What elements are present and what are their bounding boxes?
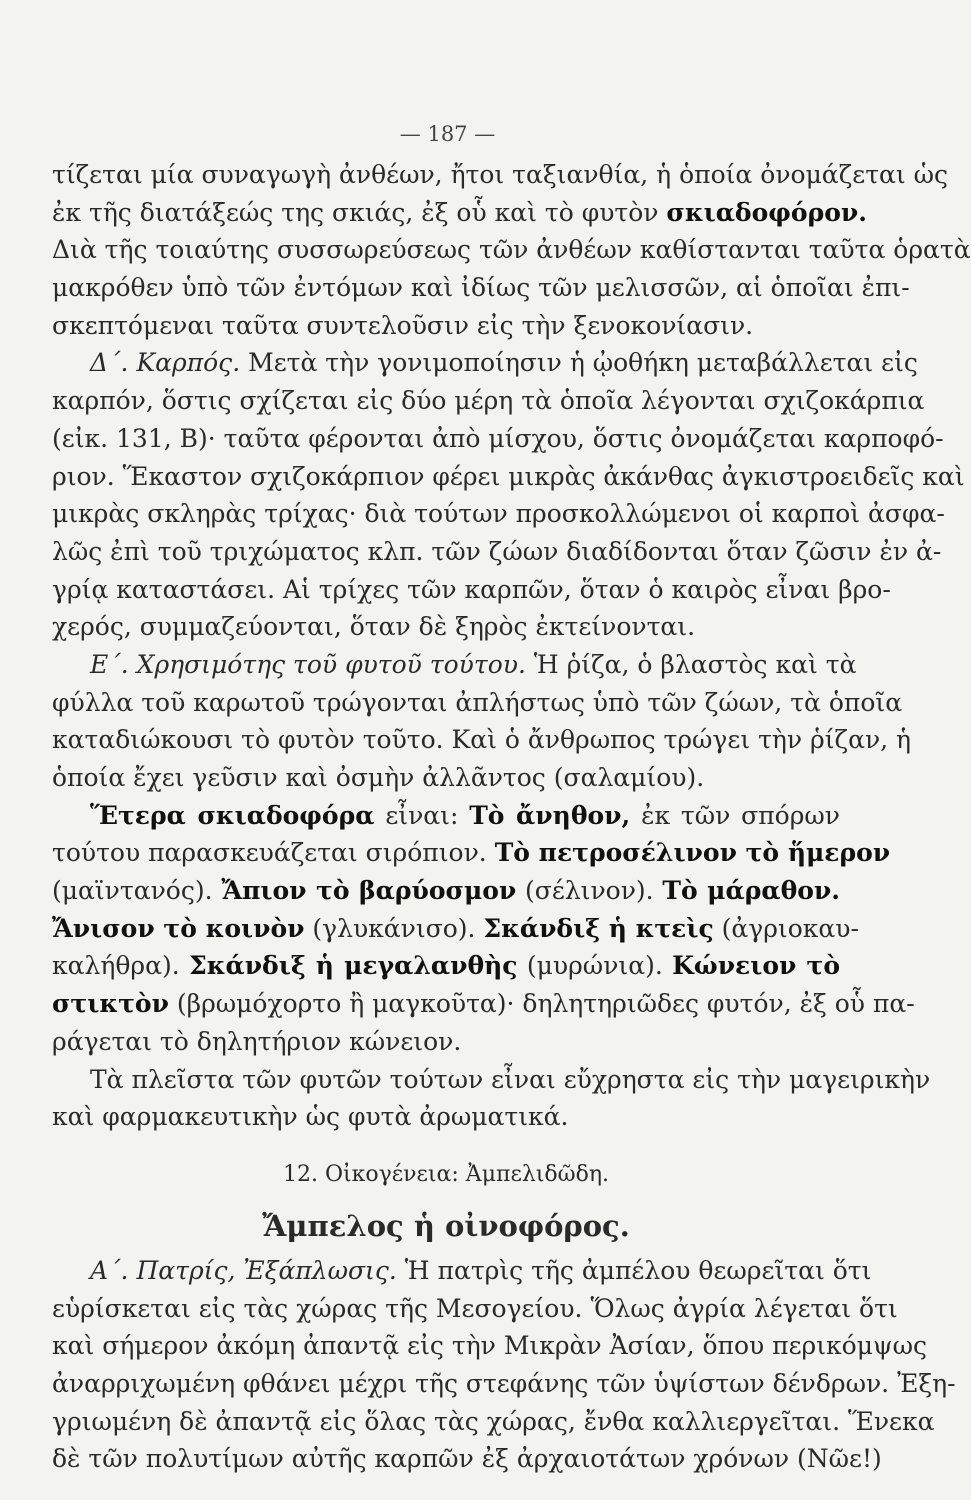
section-chrisimotis: Ε΄. Χρησιμότης τοῦ φυτοῦ τούτου. xyxy=(90,649,526,679)
text-line: χερός, συμμαζεύονται, ὅταν δὲ ξηρὸς ἐκτείνονται. xyxy=(52,612,696,642)
text-line: λῶς ἐπὶ τοῦ τριχώματος κλπ. τῶν ζώων διαδίδονται ὅταν ζῶσιν ἐν ἀ- xyxy=(52,536,942,566)
text-line: Διὰ τῆς τοιαύτης συσσωρεύσεως τῶν ἀνθέων καθίστανται ταῦτα ὁρατὰ xyxy=(52,235,971,265)
term-stikton: στικτὸν xyxy=(52,989,169,1019)
text-line: τούτου παρασκευάζεται σιρόπιον. Τὸ πετροσέλινον τὸ ἥμερον xyxy=(52,838,891,868)
text-line: ράγεται τὸ δηλητήριον κώνειον. xyxy=(52,1026,462,1056)
text-line: (εἰκ. 131, Β)· ταῦτα φέρονται ἀπὸ μίσχου, ὅστις ὀνομάζεται καρποφό- xyxy=(52,423,944,453)
text-line: στικτὸν (βρωμόχορτο ἢ μαγκοῦτα)· δηλητηριῶδες φυτόν, ἐξ οὗ πα- xyxy=(52,989,915,1019)
text-line: καρπόν, ὅστις σχίζεται εἰς δύο μέρη τὰ ὁποῖα λέγονται σχιζοκάρπια xyxy=(52,386,925,416)
text-line: σκεπτόμεναι ταῦτα συντελοῦσιν εἰς τὴν ξενοκονίασιν. xyxy=(52,310,754,340)
text-line: Τὰ πλεῖστα τῶν φυτῶν τούτων εἶναι εὔχρηστα εἰς τὴν μαγειρικὴν xyxy=(90,1064,931,1094)
text-line: τίζεται μία συναγωγὴ ἀνθέων, ἤτοι ταξιανθία, ἡ ὁποία ὀνομάζεται ὡς xyxy=(52,160,949,189)
page-number: — 187 — xyxy=(399,122,496,146)
text-line: μακρόθεν ὑπὸ τῶν ἐντόμων καὶ ἰδίως τῶν μελισσῶν, αἱ ὁποῖαι ἐπι- xyxy=(52,273,910,303)
text-line: ὁποία ἔχει γεῦσιν καὶ ὀσμὴν ἀλλᾶντος (σαλαμίου). xyxy=(52,763,705,792)
term-petroselinon: Τὸ πετροσέλινον τὸ ἥμερον xyxy=(494,838,891,868)
text-line: Α΄. Πατρίς, Ἐξάπλωσις. Ἡ πατρὶς τῆς ἀμπέλου θεωρεῖται ὅτι xyxy=(90,1255,872,1285)
text-line: Δ΄. Καρπός. Μετὰ τὴν γονιμοποίησιν ἡ ᾠοθήκη μεταβάλλεται εἰς xyxy=(90,348,918,378)
text-line: Ε΄. Χρησιμότης τοῦ φυτοῦ τούτου. Ἡ ῥίζα, ὁ βλαστὸς καὶ τὰ xyxy=(90,649,857,679)
text-line: εὑρίσκεται εἰς τὰς χώρας τῆς Μεσογείου. Ὅλως ἀγρία λέγεται ὅτι xyxy=(52,1293,898,1323)
term-anithon: Τὸ ἄνηθον, xyxy=(469,800,631,830)
term-skandix-kteis: Σκάνδιξ ἡ κτεὶς xyxy=(483,913,714,943)
text-line: δὲ τῶν πολυτίμων αὐτῆς καρπῶν ἐξ ἀρχαιοτάτων χρόνων (Νῶε!) xyxy=(52,1444,882,1474)
text-line: γριωμένη δὲ ἀπαντᾷ εἰς ὅλας τὰς χώρας, ἔνθα καλλιεργεῖται. Ἕνεκα xyxy=(52,1406,935,1436)
text-line: καταδιώκουσι τὸ φυτὸν τοῦτο. Καὶ ὁ ἄνθρωπος τρώγει τὴν ῥίζαν, ἡ xyxy=(52,725,912,755)
species-title: Ἄμπελος ἡ οἰνοφόρος. xyxy=(262,1208,630,1243)
term-koneion: Κώνειον τὸ xyxy=(672,951,840,981)
text-line: Ἕτερα σκιαδοφόρα εἶναι: Τὸ ἄνηθον, ἐκ τῶν σπόρων xyxy=(90,800,840,830)
term-skandix-megalanthis: Σκάνδιξ ἡ μεγαλανθὴς xyxy=(189,951,518,981)
text-line: ἐκ τῆς διατάξεώς της σκιάς, ἐξ οὗ καὶ τὸ φυτὸν σκιαδοφόρον. xyxy=(52,197,867,227)
text-line: καλήθρα). Σκάνδιξ ἡ μεγαλανθὴς (μυρώνια). Κώνειον τὸ xyxy=(52,951,840,981)
section-patris: Α΄. Πατρίς, Ἐξάπλωσις. xyxy=(90,1255,397,1285)
text-line: ριον. Ἕκαστον σχιζοκάρπιον φέρει μικρὰς ἀκάνθας ἀγκιστροειδεῖς καὶ xyxy=(52,461,965,491)
text-line: φύλλα τοῦ καρωτοῦ τρώγονται ἀπλήστως ὑπὸ τῶν ζώων, τὰ ὁποῖα xyxy=(52,687,903,717)
term-apion: Ἄπιον τὸ βαρύοσμον xyxy=(221,876,517,906)
term-marathon: Τὸ μάραθον. xyxy=(662,876,840,906)
term-anison: Ἄνισον τὸ κοινὸν xyxy=(52,913,305,943)
text-line: καὶ σήμερον ἀκόμη ἀπαντᾷ εἰς τὴν Μικρὰν Ἀσίαν, ὅπου περικόμψως xyxy=(52,1331,927,1361)
term-skiadoforon: σκιαδοφόρον. xyxy=(666,197,867,227)
text-line: Ἄνισον τὸ κοινὸν (γλυκάνισο). Σκάνδιξ ἡ κτεὶς (ἀγριοκαυ- xyxy=(52,913,859,943)
text-line: γρίᾳ καταστάσει. Αἱ τρίχες τῶν καρπῶν, ὅταν ὁ καιρὸς εἶναι βρο- xyxy=(52,574,891,604)
term-etera: Ἕτερα σκιαδοφόρα xyxy=(90,800,375,830)
family-heading: 12. Οἰκογένεια: Ἀμπελιδῶδη. xyxy=(282,1161,610,1187)
text-line: ἀναρριχωμένη φθάνει μέχρι τῆς στεφάνης τῶν ὑψίστων δένδρων. Ἐξη- xyxy=(52,1368,956,1398)
text-line: μικρὰς σκληρὰς τρίχας· διὰ τούτων προσκολλώμενοι οἱ καρποὶ ἀσφα- xyxy=(52,499,945,529)
body-text xyxy=(52,156,971,1478)
text-line: (μαϊντανός). Ἄπιον τὸ βαρύοσμον (σέλινον). Τὸ μάραθον. xyxy=(52,876,840,906)
section-karpos: Δ΄. Καρπός. xyxy=(90,348,241,378)
text-line: καὶ φαρμακευτικὴν ὡς φυτὰ ἀρωματικά. xyxy=(52,1102,569,1132)
